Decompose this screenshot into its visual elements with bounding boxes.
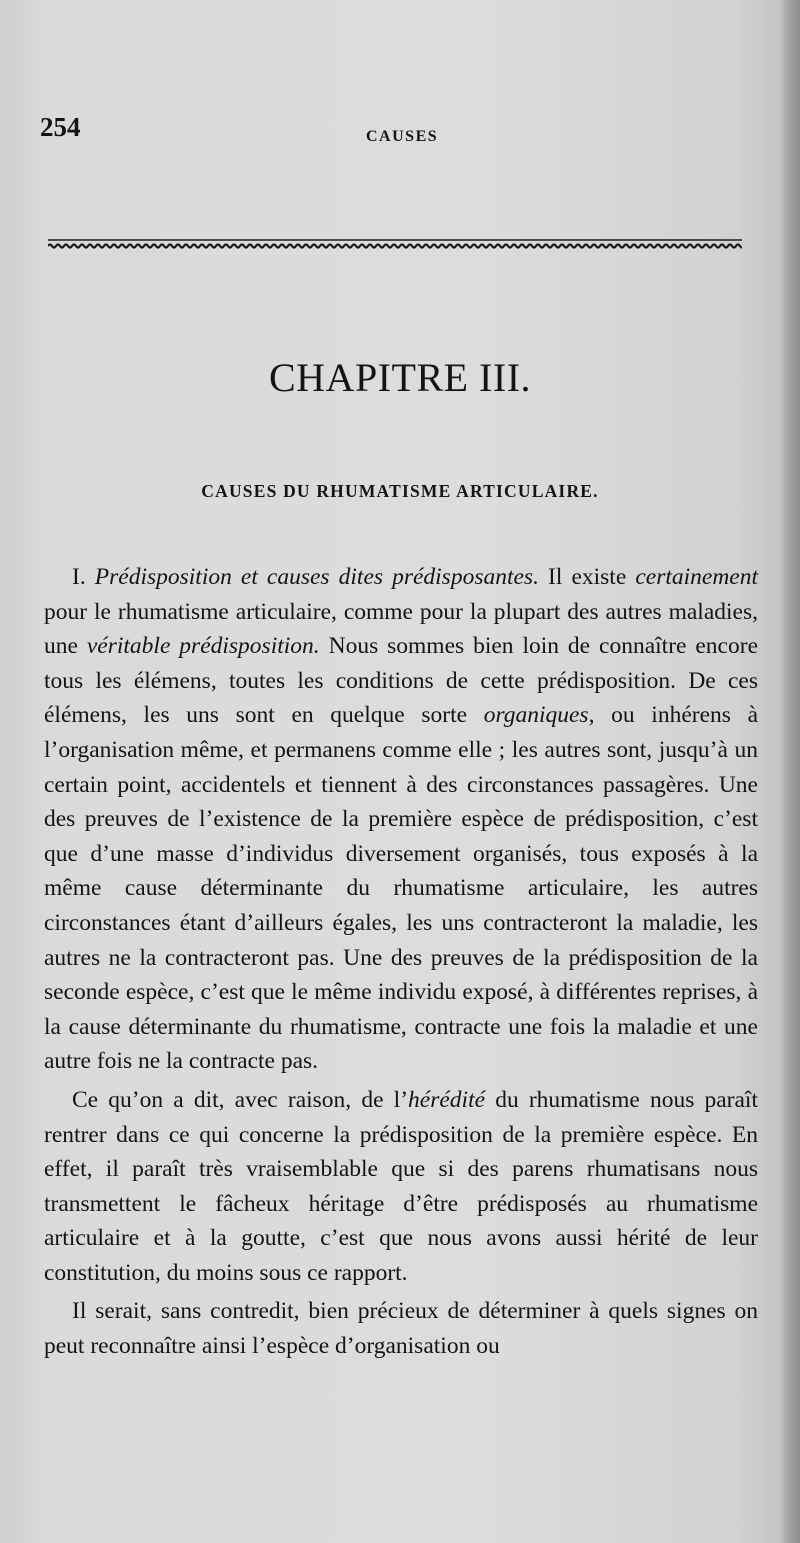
- body-text: [44, 560, 758, 1364]
- paragraph-text: du rhumatisme nous paraît rentrer dans ce qui concerne la prédisposition de la première espèce. En effet, il paraît très vraisemblable que si des parens rhumatisans nous transmettent le fâcheux héritage d’être prédisposés au rhumatisme articulaire et à la goutte, c’est que nous avons aussi hérité de leur constitution, du moins sous ce rapport.: [44, 1086, 758, 1286]
- emphasis: véritable prédisposition.: [86, 633, 320, 660]
- page-number: 254: [40, 112, 81, 142]
- paragraph-text: pour le rhumatisme articulaire, comme pour la plupart des autres maladies, une: [44, 598, 758, 660]
- paragraph-text: Nous sommes bien loin de connaître encore tous les élémens, toutes les conditions de cette prédisposition. De ces élémens, les uns sont en quelque sorte: [44, 633, 758, 729]
- running-head: CAUSES: [366, 128, 439, 145]
- emphasis: hérédité: [408, 1086, 486, 1113]
- page-header: [40, 112, 760, 152]
- emphasis: organiques,: [483, 702, 595, 729]
- paragraph-3: Il serait, sans contredit, bien précieux de déterminer à quels signes on peut reconnaître ainsi l’espèce d’organisation ou: [44, 1298, 758, 1360]
- chapter-subtitle: CAUSES DU RHUMATISME ARTICULAIRE.: [201, 481, 599, 501]
- chapter-title: CHAPITRE III.: [268, 355, 532, 400]
- section-heading: Prédisposition et causes dites prédisposantes.: [94, 564, 539, 590]
- decorative-wavy-rule: [48, 236, 742, 250]
- section-number: I.: [72, 564, 86, 590]
- paragraph-text: Il existe: [548, 564, 636, 590]
- paragraph-2: [44, 1083, 758, 1291]
- page-edge: [778, 0, 800, 1543]
- emphasis: certainement: [635, 564, 759, 590]
- paragraph-text: Ce qu’on a dit, avec raison, de l’: [72, 1086, 409, 1113]
- paragraph-text: ou inhérens à l’organisation même, et permanens comme elle ; les autres sont, jusqu’à un certain point, accidentels et tiennent à des circonstances passagères. Une des preuves de l’existence de la première espèce de prédisposition, c’est que d’une masse d’individus diversement organisés, tous exposés à la même cause déterminante du rhumatisme articulaire, les autres circonstances étant d’ailleurs égales, les uns contracteront la maladie, les autres ne la contracteront pas. Une des preuves de la prédisposition de la seconde espèce, c’est que le même individu exposé, à différentes reprises, à la cause déterminante du rhumatisme, contracte une fois la maladie et une autre fois ne la contracte pas.: [44, 702, 759, 1075]
- paragraph-1: [44, 560, 758, 1079]
